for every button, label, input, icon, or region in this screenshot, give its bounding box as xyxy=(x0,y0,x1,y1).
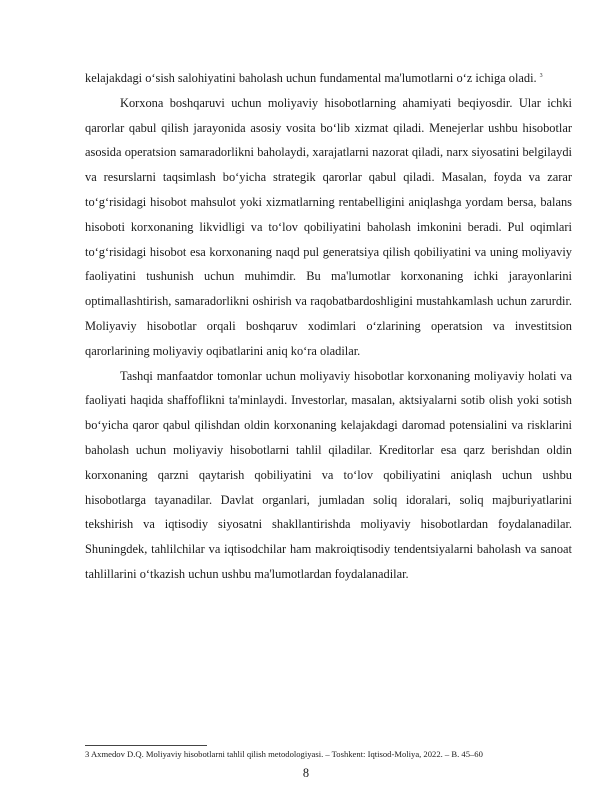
footnote-text: 3 Axmedov D.Q. Moliyaviy hisobotlarni tahlil qilish metodologiyasi. – Toshkent: Iqtisod-Moliya, 2022. – B. 45–60 xyxy=(85,749,483,759)
document-body xyxy=(85,66,572,587)
paragraph-internal-management: Korxona boshqaruvi uchun moliyaviy hisobotlarning ahamiyati beqiyosdir. Ular ichki qarorlar qabul qilish jarayonida asosiy vosita boʻlib xizmat qiladi. Menejerlar ushbu hisobotlar asosida operatsion samaradorlikni baholaydi, xarajatlarni nazorat qiladi, narx siyosatini belgilaydi va resurslarni taqsimlash boʻyicha strategik qarorlar qabul qiladi. Masalan, foyda va zarar toʻgʻrisidagi hisobot mahsulot yoki xizmatlarning rentabelligini aniqlashga yordam bersa, balans hisoboti korxonaning likvidligi va toʻlov qobiliyatini baholash imkonini beradi. Pul oqimlari toʻgʻrisidagi hisobot esa korxonaning naqd pul generatsiya qilish qobiliyatini va uning moliyaviy faoliyatini tushunish uchun muhimdir. Bu ma'lumotlar korxonaning ichki jarayonlarini optimallashtirish, samaradorlikni oshirish va raqobatbardoshligini mustahkamlash uchun zarurdir. Moliyaviy hisobotlar orqali boshqaruv xodimlari oʻzlarining operatsion va investitsion qarorlarining moliyaviy oqibatlarini aniq koʻra oladilar. xyxy=(85,95,572,358)
page-number: 8 xyxy=(302,766,310,780)
paragraph-external-stakeholders: Tashqi manfaatdor tomonlar uchun moliyaviy hisobotlar korxonaning moliyaviy holati va faoliyati haqida shaffoflikni ta'minlaydi. Investorlar, masalan, aktsiyalarni sotib olish yoki sotish boʻyicha qaror qabul qilishdan oldin korxonaning kelajakdagi daromad potensialini va risklarini baholash uchun moliyaviy hisobotlarni tahlil qiladilar. Kreditorlar esa qarz berishdan oldin korxonaning qarzni qaytarish qobiliyatini va toʻlov qobiliyatini aniqlash uchun ushbu hisobotlarga tayanadilar. Davlat organlari, jumladan soliq idoralari, soliq majburiyatlarini tekshirish va iqtisodiy siyosatni shakllantirishda moliyaviy hisobotlardan foydalanadilar. Shuningdek, tahlilchilar va iqtisodchilar ham makroiqtisodiy tendentsiyalarni baholash va sanoat tahlillarini oʻtkazish uchun ushbu ma'lumotlardan foydalanadilar. xyxy=(85,368,572,581)
paragraph-intro-continuation xyxy=(85,66,572,91)
paragraph-text: kelajakdagi oʻsish salohiyatini baholash uchun fundamental ma'lumotlarni oʻz ichiga oladi. xyxy=(85,71,537,85)
footnote-divider xyxy=(85,745,207,746)
footnote-marker: 3 xyxy=(539,72,543,79)
